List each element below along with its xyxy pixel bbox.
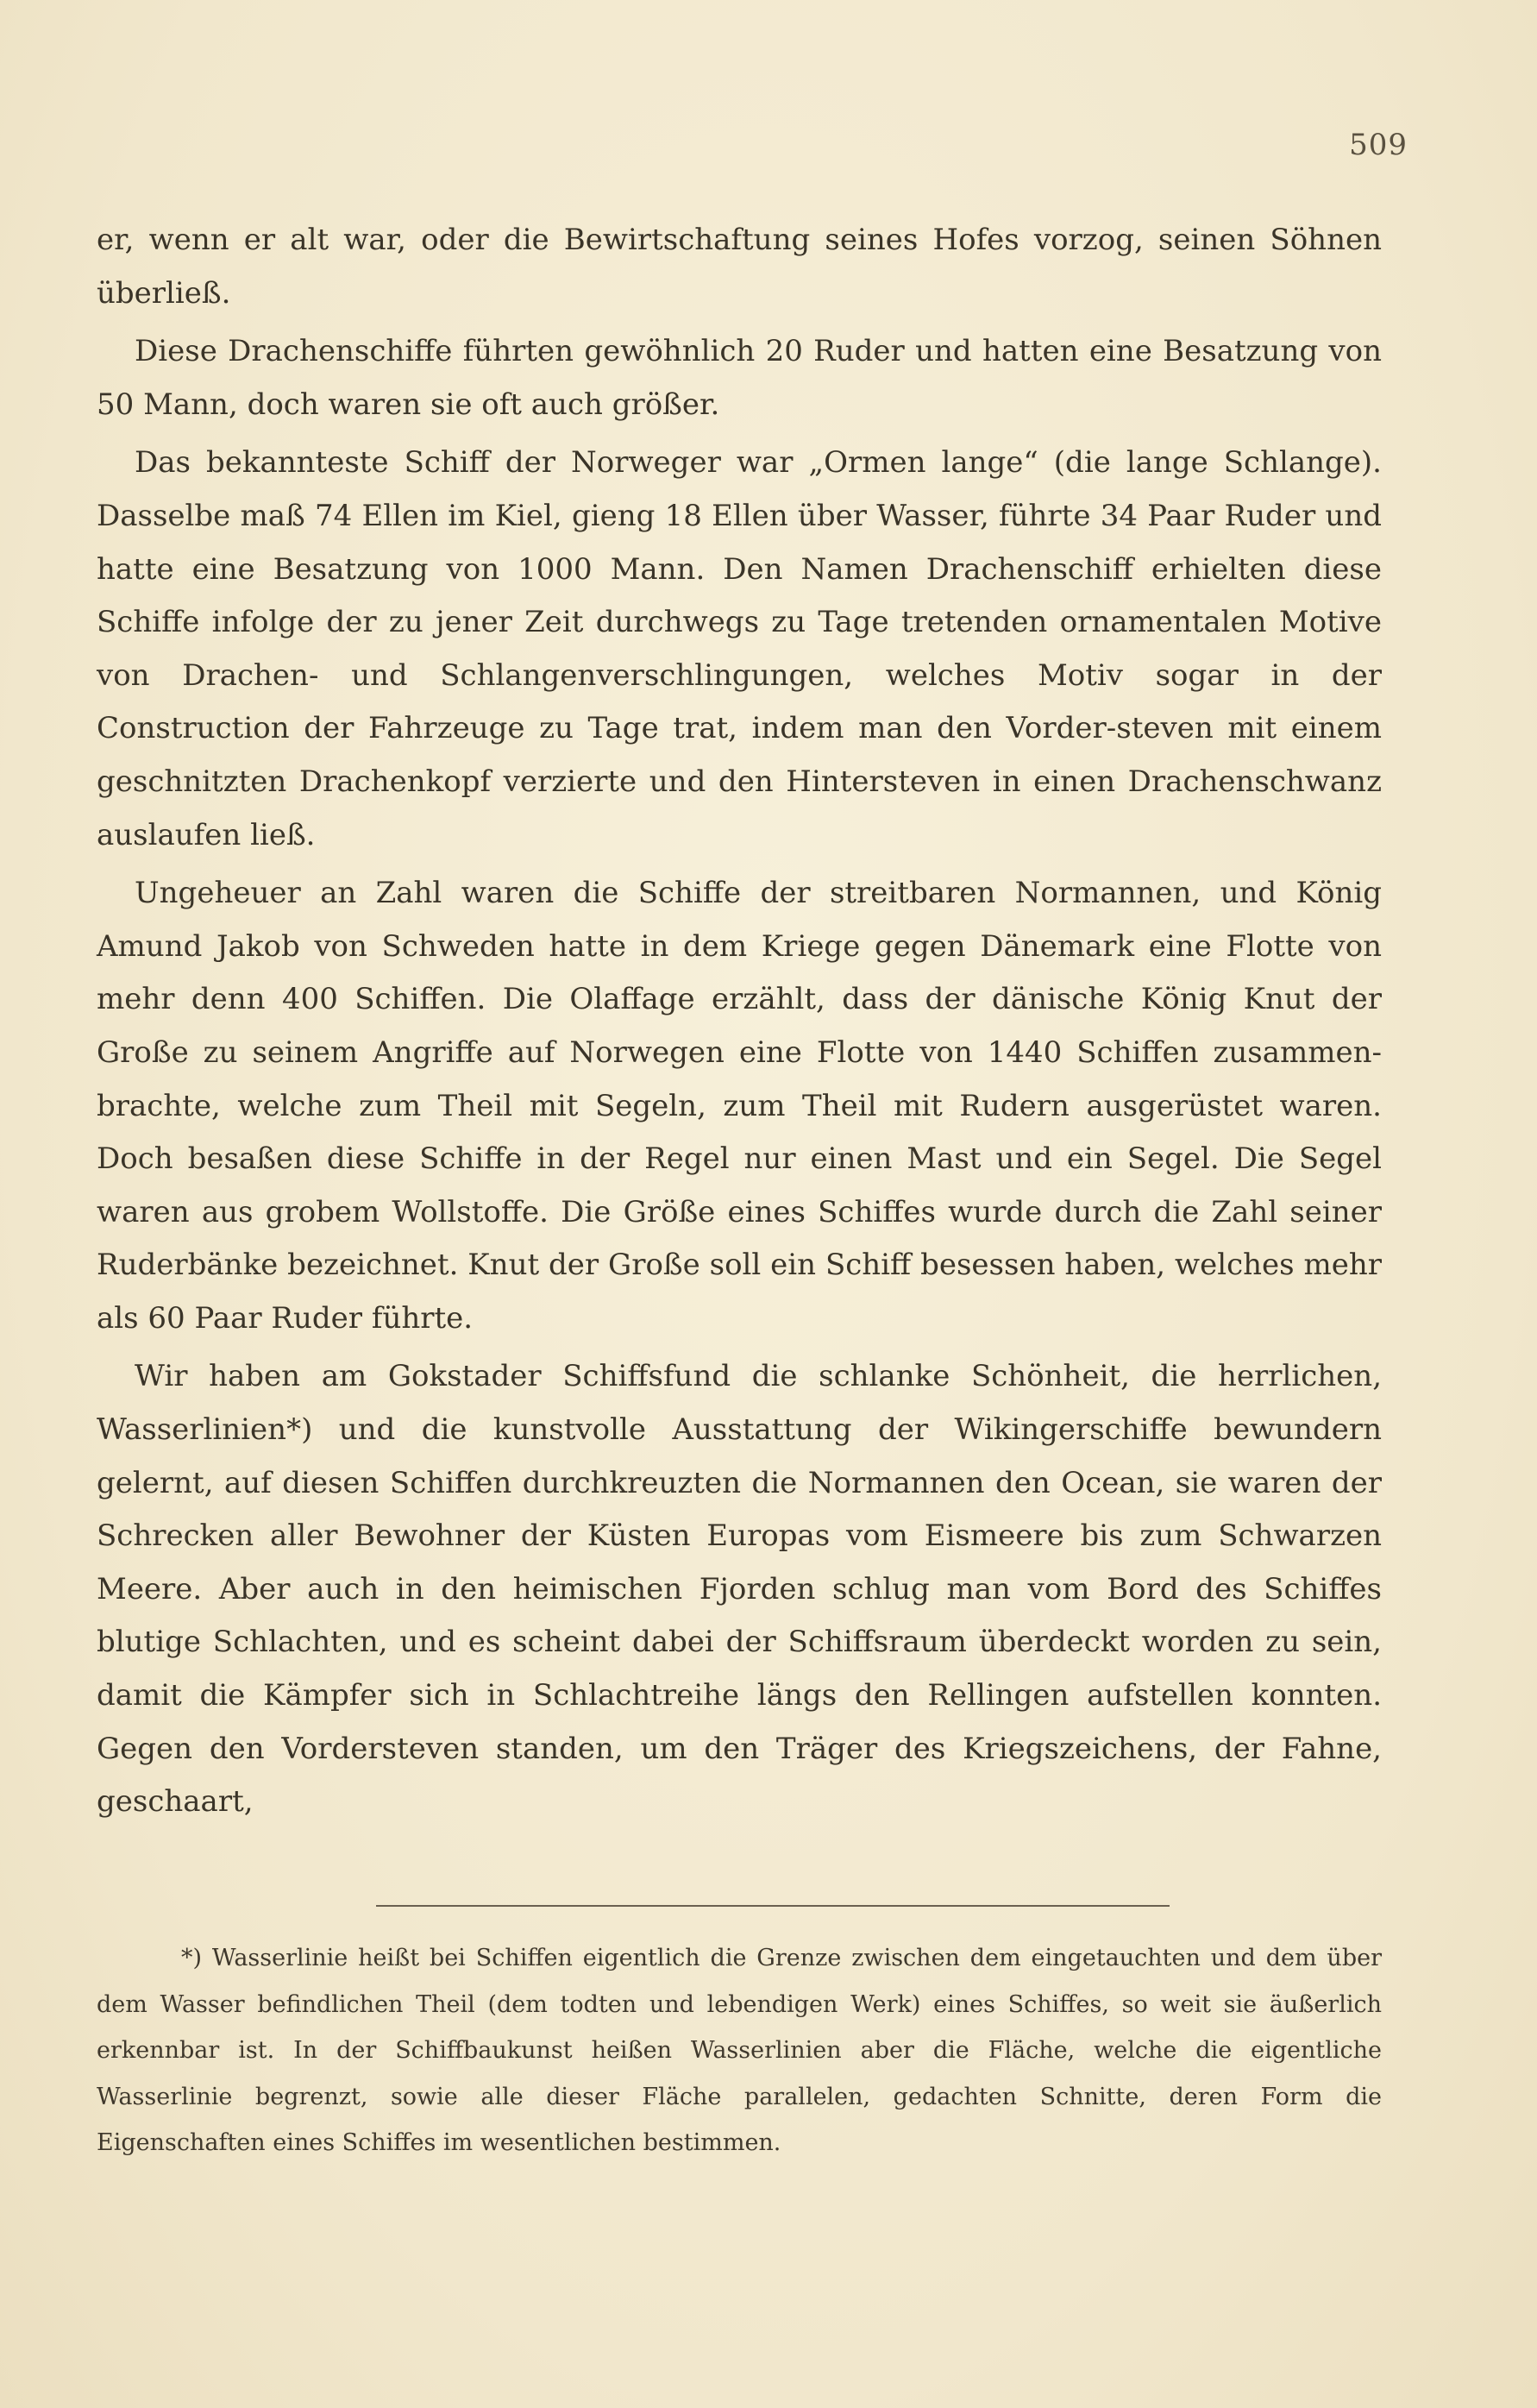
paragraph-4: Ungeheuer an Zahl waren die Schiffe der streitbaren Normannen, und König Amund Jakob von Schweden hatte in dem Kriege gegen Dänemark eine Flotte von mehr denn 400 Schiffen. Die Olaffage erzählt, dass der dänische König Knut der Große zu seinem Angriffe auf Norwegen eine Flotte von 1440 Schiffen zusammen-brachte, welche zum Theil mit Segeln, zum Theil mit Rudern ausgerüstet waren. Doch besaßen diese Schiffe in der Regel nur einen Mast und ein Segel. Die Segel waren aus grobem Wollstoffe. Die Größe eines Schiffes wurde durch die Zahl seiner Ruderbänke bezeichnet. Knut der Große soll ein Schiff besessen haben, welches mehr als 60 Paar Ruder führte. [97,876,1382,1336]
paragraph-2: Diese Drachenschiffe führten gewöhnlich 20 Ruder und hatten eine Besatzung von 50 Mann, doch waren sie oft auch größer. [97,334,1382,422]
paragraph-5: Wir haben am Gokstader Schiffsfund die schlanke Schönheit, die herrlichen, Wasserlinien*) und die kunstvolle Ausstattung der Wikingerschiffe bewundern gelernt, auf diesen Schiffen durchkreuzten die Normannen den Ocean, sie waren der Schrecken aller Bewohner der Küsten Europas vom Eismeere bis zum Schwarzen Meere. Aber auch in den heimischen Fjorden schlug man vom Bord des Schiffes blutige Schlachten, und es scheint dabei der Schiffsraum überdeckt worden zu sein, damit die Kämpfer sich in Schlachtreihe längs den Rellingen aufstellen konnten. Gegen den Vordersteven standen, um den Träger des Kriegszeichens, der Fahne, geschaart, [97,1359,1382,1820]
paragraph-1: er, wenn er alt war, oder die Bewirtschaftung seines Hofes vorzog, seinen Söhnen überließ. [97,223,1382,311]
footnote-divider [376,1905,1170,1907]
footnote [97,1935,1382,2166]
main-text [97,214,1382,1834]
page-number: 509 [1349,128,1408,162]
footnote-text: *) Wasserlinie heißt bei Schiffen eigentlich die Grenze zwischen dem eingetauchten und dem über dem Wasser befindlichen Theil (dem todten und lebendigen Werk) eines Schiffes, so weit sie äußerlich erkennbar ist. In der Schiffbaukunst heißen Wasserlinien aber die Fläche, welche die eigentliche Wasserlinie begrenzt, sowie alle dieser Fläche parallelen, gedachten Schnitte, deren Form die Eigenschaften eines Schiffes im wesentlichen bestimmen. [97,1945,1382,2156]
paragraph-3: Das bekannteste Schiff der Norweger war „Ormen lange“ (die lange Schlange). Dasselbe maß 74 Ellen im Kiel, gieng 18 Ellen über Wasser, führte 34 Paar Ruder und hatte eine Besatzung von 1000 Mann. Den Namen Drachenschiff erhielten diese Schiffe infolge der zu jener Zeit durchwegs zu Tage tretenden ornamentalen Motive von Drachen- und Schlangenverschlingungen, welches Motiv sogar in der Construction der Fahrzeuge zu Tage trat, indem man den Vorder-steven mit einem geschnitzten Drachenkopf verzierte und den Hintersteven in einen Drachenschwanz auslaufen ließ. [97,445,1382,852]
